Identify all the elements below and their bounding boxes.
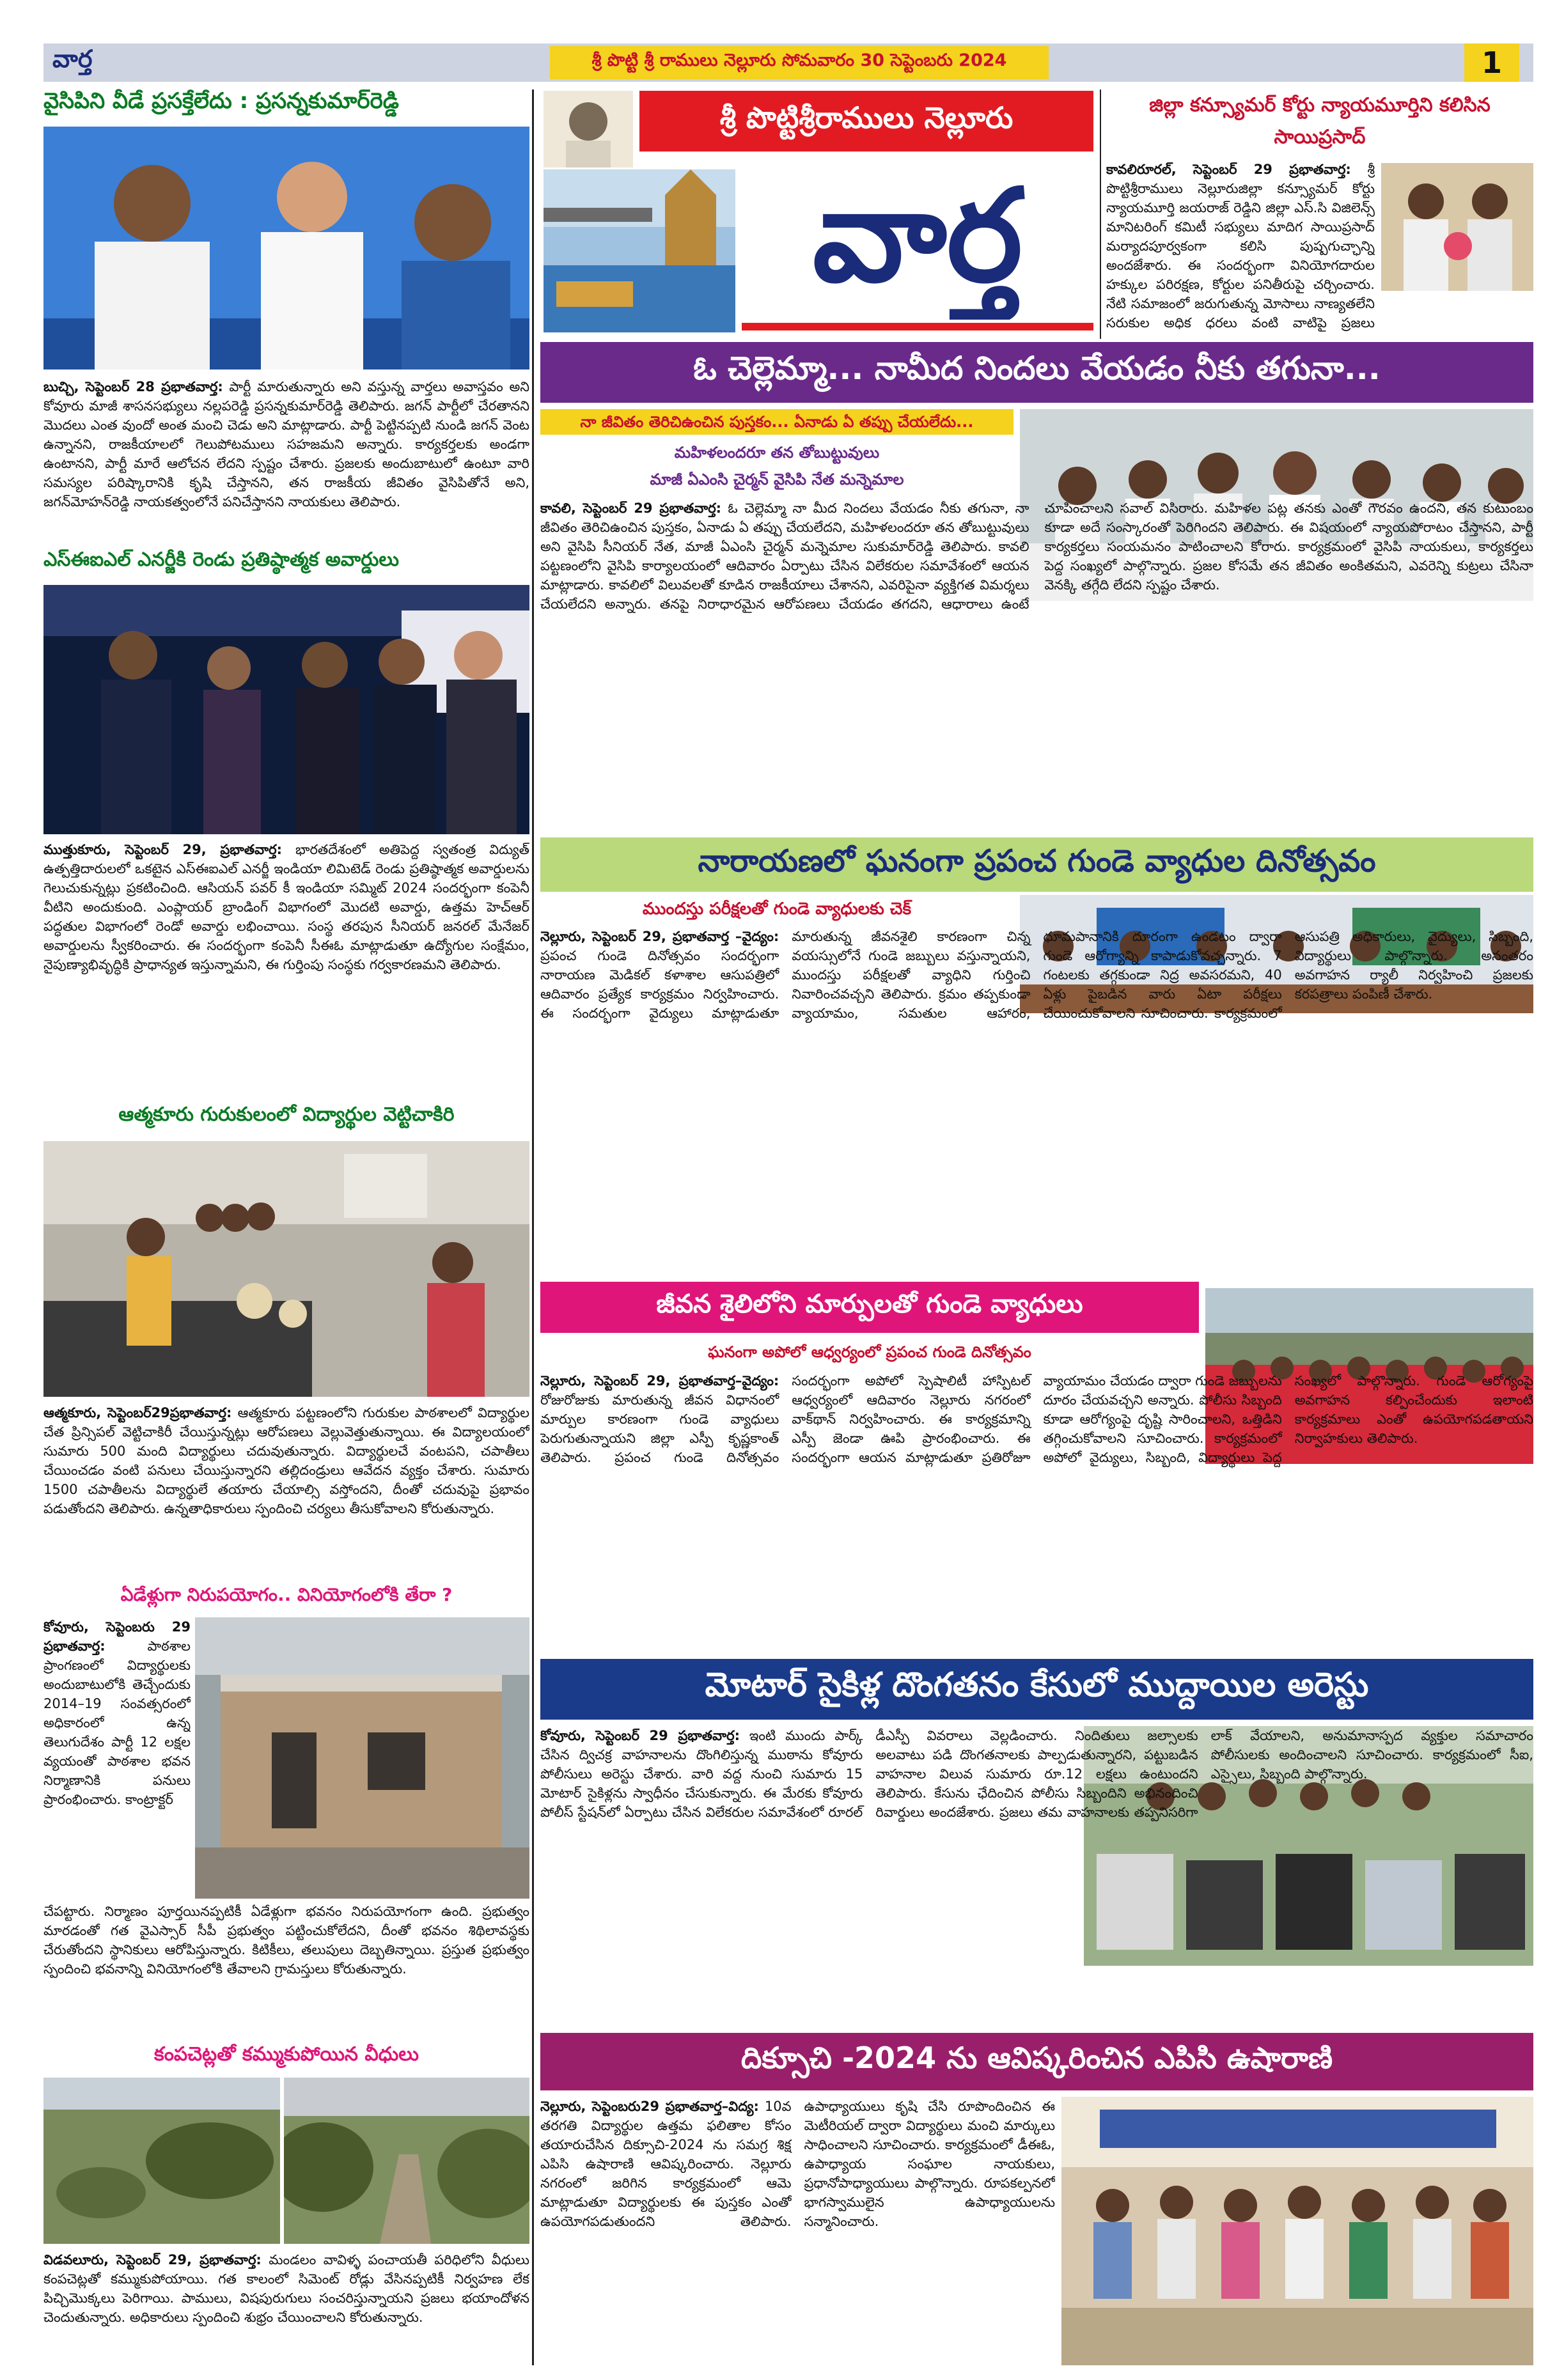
story6-text: శ్రీ పొట్టిశ్రీరాములు నెల్లూరుజిల్లా కన్స్యూమర్ కోర్టు న్యాయమూర్తి జయరాజ్ రెడ్డిని జిల్లా ఎస్.సి విజిలెన్స్ మానిటరింగ్ కమిటీ సభ్యులు మాదిగ సాయిప్రసాద్ మర్యాదపూర్వకంగా కలిసి పుష్పగుచ్ఛాన్ని అందజేశారు. ఈ సందర్భంగా వినియోగదారుల హక్కుల పరిరక్షణ, కోర్టుల పనితీరుపై చర్చించారు. నేటి సమాజంలో జరుగుతున్న మోసాలు నాణ్యతలేని సరుకుల అధిక ధరలు వంటి వాటిపై ప్రజలు: [1106, 162, 1375, 331]
story7-text: ఓ చెల్లెమ్మా నా మీద నిందలు వేయడం నీకు తగునా, నా జీవితం తెరిచిఉంచిన పుస్తకం, ఏనాడు ఏ తప్పు చేయలేదని, మహిళలందరూ తన తోబుట్టువులు అని వైసిపి సీనియర్ నేత, మాజీ ఏఎంసి చైర్మన్ మన్నెమాల సుకుమార్‌రెడ్డి తెలిపారు. కావలి పట్టణంలోని వైసిపి కార్యాలయంలో ఆదివారం ఏర్పాటు చేసిన విలేకరుల సమావేశంలో ఆయన మాట్లాడారు. కావలిలో విలువలతో కూడిన రాజకీయాలు చేశానని, ఎవరిపైనా వ్యక్తిగత విమర్శలు చేయలేదని అన్నారు. తనపై నిరాధారమైన ఆరోపణలు చేయడం తగదని, ఆధారాలు ఉంటే చూపించాలని సవాల్ విసిరారు. మహిళల పట్ల తనకు ఎంతో గౌరవం ఉందని, తన కుటుంబం కూడా అదే సంస్కారంతో పెరిగిందని తెలిపారు. ఈ విషయంలో న్యాయపోరాటం చేస్తానని, పార్టీ కార్యకర్తలు సంయమనం పాటించాలని కోరారు. కార్యక్రమంలో వైసిపి నాయకులు, కార్యకర్తలు పెద్ద సంఖ్యలో పాల్గొన్నారు. ప్రజల కోసమే తన జీవితం అంకితమని, ఎవరెన్ని కుట్రలు చేసినా వెనక్కి తగ్గేది లేదని స్పష్టం చేశారు.: [540, 501, 1533, 612]
story4-headline: ఏడేళ్లుగా నిరుపయోగం.. వినియోగంలోకి తేరా ?: [120, 1584, 453, 1605]
masthead-date-strip: శ్రీ పొట్టి శ్రీ రాములు నెల్లూరు సోమవారం 30 సెప్టెంబరు 2024: [550, 46, 1049, 79]
story8-body: [540, 927, 1533, 1272]
masthead-small-label: వార్త: [52, 45, 93, 73]
story10-text: ఇంటి ముందు పార్క్ చేసిన ద్విచక్ర వాహనాలను దొంగిలిస్తున్న ముఠాను కోవూరు పోలీసులు అరెస్టు చేశారు. వారి వద్ద నుంచి సుమారు 15 మోటార్ సైకిళ్లను స్వాధీనం చేసుకున్నారు. ఈ మేరకు కోవూరు పోలీస్ స్టేషన్‌లో ఏర్పాటు చేసిన విలేకరుల సమావేశంలో రూరల్ డీఎస్పీ వివరాలు వెల్లడించారు. నిందితులు జల్సాలకు అలవాటు పడి దొంగతనాలకు పాల్పడుతున్నారని, పట్టుబడిన వాహనాల విలువ సుమారు రూ.12 లక్షలు ఉంటుందని తెలిపారు. కేసును ఛేదించిన పోలీసు సిబ్బందిని అభినందించి రివార్డులు అందజేశారు. ప్రజలు తమ వాహనాలకు తప్పనిసరిగా లాక్ వేయాలని, అనుమానాస్పద వ్యక్తుల సమాచారం పోలీసులకు అందించాలని సూచించారు. కార్యక్రమంలో సీఐ, ఎస్సైలు, సిబ్బంది పాల్గొన్నారు.: [540, 1728, 1533, 1820]
story11-dateline: నెల్లూరు, సెప్టెంబరు29 ప్రభాతవార్త–విద్య:: [540, 2099, 759, 2114]
story7-banner: [540, 342, 1533, 403]
story5-headline: కంపచెట్లతో కమ్ముకుపోయిన వీధులు: [154, 2043, 419, 2065]
story6-headline: జిల్లా కన్స్యూమర్ కోర్టు న్యాయమూర్తిని కలిసిన సాయిప్రసాద్: [1149, 94, 1490, 148]
page-number: 1: [1464, 43, 1519, 82]
story3-body: [43, 1403, 529, 1576]
story2-dateline: ముత్తుకూరు, సెప్టెంబర్ 29, ప్రభాతవార్త:: [43, 842, 282, 857]
story7-body: [540, 499, 1533, 831]
masthead-logo: వార్త: [812, 162, 1023, 311]
story11-photo: [1061, 2097, 1533, 2365]
story11-banner: [540, 2033, 1533, 2090]
story7-kicker3: మాజీ ఏఎంసి చైర్మన్ వైసిపి నేత మన్నెమాల: [650, 471, 904, 488]
story1-dateline: బుచ్చి, సెప్టెంబర్ 28 ప్రభాతవార్త:: [43, 379, 223, 394]
story8-kicker: ముందస్తు పరీక్షలతో గుండె వ్యాధులకు చెక్: [642, 899, 912, 919]
story9-headline: జీవన శైలిలోని మార్పులతో గుండె వ్యాధులు: [656, 1289, 1083, 1319]
story4-bottom-body: చేపట్టారు. నిర్మాణం పూర్తయినప్పటికీ ఏడేళ్లుగా భవనం నిరుపయోగంగా ఉంది. ప్రభుత్వం మారడంతో గత వైఎస్సార్ సీపీ ప్రభుత్వం పట్టించుకోలేదని, దీంతో భవనం శిథిలావస్థకు చేరుతోందని స్థానికులు ఆరోపిస్తున్నారు. కిటికీలు, తలుపులు దెబ్బతిన్నాయి. ప్రస్తుత ప్రభుత్వం స్పందించి భవనాన్ని వినియోగంలోకి తేవాలని గ్రామస్తులు కోరుతున్నారు.: [43, 1904, 529, 1977]
story5-text: మండలం వావిళ్ళ పంచాయతీ పరిధిలోని వీధులు కంపచెట్లతో కమ్ముకుపోయాయి. గత కాలంలో సిమెంట్ రోడ్లు వేసినప్పటికీ నిర్వహణ లేక పిచ్చిమొక్కలు పెరిగాయి. పాములు, విషపురుగులు సంచరిస్తున్నాయని ప్రజలు భయాందోళన చెందుతున్నారు. అధికారులు స్పందించి శుభ్రం చేయించాలని కోరుతున్నారు.: [43, 2252, 529, 2325]
story7-kicker2: మహిళలందరూ తన తోబుట్టువులు: [674, 444, 880, 462]
story5-dateline: విడవలూరు, సెప్టెంబర్ 29, ప్రభాతవార్త:: [43, 2252, 262, 2267]
story4-dateline: కోవూరు, సెప్టెంబరు 29 ప్రభాతవార్త:: [43, 1619, 191, 1654]
story7-dateline: కావలి, సెప్టెంబర్ 29 ప్రభాతవార్త:: [540, 501, 722, 516]
story4-side-body: పాఠశాల ప్రాంగణంలో విద్యార్థులకు అందుబాటులోకి తెచ్చేందుకు 2014–19 సంవత్సరంలో అధికారంలో ఉన్న తెలుగుదేశం పార్టీ 12 లక్షల వ్యయంతో పాఠశాల భవన నిర్మాణానికి పనులు ప్రారంభించారు. కాంట్రాక్టర్: [43, 1638, 191, 1807]
story10-headline: మోటార్ సైకిళ్ల దొంగతనం కేసులో ముద్దాయిల అరెస్టు: [705, 1666, 1369, 1704]
story9-banner: [540, 1282, 1199, 1333]
story9-text: రోజురోజుకు మారుతున్న జీవన విధానంలో మార్పుల కారణంగా గుండె వ్యాధులు పెరుగుతున్నాయని జిల్లా ఎస్పీ కృష్ణకాంత్ తెలిపారు. ప్రపంచ గుండె దినోత్సవం సందర్భంగా అపోలో స్పెషాలిటీ హాస్పిటల్ ఆధ్వర్యంలో ఆదివారం నెల్లూరు నగరంలో వాక్‌థాన్ నిర్వహించారు. ఈ కార్యక్రమాన్ని ఎస్పీ జెండా ఊపి ప్రారంభించారు. ఈ సందర్భంగా ఆయన మాట్లాడుతూ ప్రతిరోజూ వ్యాయామం చేయడం ద్వారా గుండె జబ్బులను దూరం చేయవచ్చని అన్నారు. పోలీసు సిబ్బంది కూడా ఆరోగ్యంపై దృష్టి సారించాలని, ఒత్తిడిని తగ్గించుకోవాలని సూచించారు. కార్యక్రమంలో అపోలో వైద్యులు, సిబ్బంది, విద్యార్థులు పెద్ద సంఖ్యలో పాల్గొన్నారు. గుండె ఆరోగ్యంపై అవగాహన కల్పించేందుకు ఇలాంటి కార్యక్రమాలు ఎంతో ఉపయోగపడతాయని నిర్వాహకులు తెలిపారు.: [540, 1373, 1533, 1465]
story2-headline: ఎస్‌ఈఐఎల్ ఎనర్జీకి రెండు ప్రతిష్ఠాత్మక అవార్డులు: [43, 548, 400, 571]
story3-dateline: ఆత్మకూరు, సెప్టెంబర్29ప్రభాతవార్త:: [43, 1405, 232, 1420]
story3-photo: [43, 1141, 529, 1397]
masthead-district-banner: శ్రీ పొట్టిశ్రీరాములు నెల్లూరు: [639, 91, 1093, 152]
story5-photo-left: [43, 2078, 280, 2244]
story6-dateline: కావలిరూరల్, సెప్టెంబర్ 29 ప్రభాతవార్త:: [1106, 162, 1351, 177]
story6-photo: [1381, 163, 1533, 291]
story9-dateline: నెల్లూరు, సెప్టెంబర్ 29, ప్రభాతవార్త–వైద్యం:: [540, 1373, 779, 1388]
story4-photo: [195, 1617, 529, 1899]
story8-headline: నారాయణలో ఘనంగా ప్రపంచ గుండె వ్యాధుల దినోత్సవం: [698, 843, 1376, 879]
story11-text: 10వ తరగతి విద్యార్థుల ఉత్తమ ఫలితాల కోసం తయారుచేసిన దిక్సూచి-2024 ను సమగ్ర శిక్ష ఎపిసి ఉషారాణి ఆవిష్కరించారు. నెల్లూరు నగరంలో జరిగిన కార్యక్రమంలో ఆమె మాట్లాడుతూ విద్యార్థులకు ఈ పుస్తకం ఎంతో ఉపయోగపడుతుందని తెలిపారు. ఉపాధ్యాయులు కృషి చేసి రూపొందించిన ఈ మెటీరియల్ ద్వారా విద్యార్థులు మంచి మార్కులు సాధించాలని సూచించారు. కార్యక్రమంలో డీఈఓ, ఉపాధ్యాయ సంఘాల నాయకులు, ప్రధానోపాధ్యాయులు పాల్గొన్నారు. రూపకల్పనలో భాగస్వాములైన ఉపాధ్యాయులను సన్మానించారు.: [540, 2099, 1055, 2229]
story9-kicker: ఘనంగా అపోలో ఆధ్వర్యంలో ప్రపంచ గుండె దినోత్సవం: [708, 1343, 1031, 1361]
story6-body: [1106, 160, 1375, 332]
story7-kicker1: నా జీవితం తెరిచిఉంచిన పుస్తకం... ఏనాడు ఏ తప్పు చేయలేదు...: [540, 409, 1013, 435]
masthead-collage: [544, 169, 735, 332]
story4-side-text: [43, 1617, 191, 1899]
story3-text: ఆత్మకూరు పట్టణంలోని గురుకుల పాఠశాలలో విద్యార్థుల చేత ప్రిన్సిపల్ వెట్టిచాకిరీ చేయిస్తున్నట్లు ఆరోపణలు వెల్లువెత్తుతున్నాయి. ఈ విద్యాలయంలో సుమారు 500 మంది విద్యార్థులు చదువుతున్నారు. విద్యార్థులచే వంటపని, చపాతీలు చేయించడం వంటి పనులు చేయిస్తున్నారని తల్లిదండ్రులు ఆవేదన వ్యక్తం చేశారు. సుమారు 1500 చపాతీలను విద్యార్థులే తయారు చేయాల్సి వస్తోందని, దీంతో చదువుపై ప్రభావం పడుతోందని తెలిపారు. ఉన్నతాధికారులు స్పందించి చర్యలు తీసుకోవాలని కోరుతున్నారు.: [43, 1405, 529, 1516]
story1-body: [43, 377, 529, 531]
story1-text: పార్టీ మారుతున్నారు అని వస్తున్న వార్తలు అవాస్తవం అని కోవూరు మాజీ శాసనసభ్యులు నల్లపరెడ్డి ప్రసన్నకుమార్‌రెడ్డి తెలిపారు. జగన్ పార్టీలో చేరతానని మొదలు ఎంత వుందో అంత మంచి చెడు అని మాట్లాడారు. పార్టీ పెట్టినప్పటి నుండి జగన్‌ వెంట ఉన్నానని, రాజకీయాలలో గెలుపోటములు సహజమని అన్నారు. కార్యకర్తలకు అండగా ఉంటానని, పార్టీ మారే ఆలోచన లేదని స్పష్టం చేశారు. ప్రజలకు అందుబాటులో ఉంటూ వారి సమస్యల పరిష్కారానికి కృషి చేస్తానని, తన రాజకీయ జీవితం వైసిపితోనే అని, జగన్‌మోహన్‌రెడ్డి నాయకత్వంలోనే పనిచేస్తానని నాయకులు తెలిపారు.: [43, 379, 529, 509]
story10-body: [540, 1726, 1533, 2026]
story7-headline: ఓ చెల్లెమ్మా... నామీద నిందలు వేయడం నీకు తగునా...: [693, 350, 1381, 387]
story2-photo: [43, 585, 529, 834]
story5-photo-right: [284, 2078, 529, 2244]
story9-body: [540, 1371, 1533, 1649]
story10-banner: [540, 1659, 1533, 1720]
story10-dateline: కోవూరు, సెప్టెంబర్ 29 ప్రభాతవార్త:: [540, 1728, 740, 1743]
story11-headline: దిక్సూచి -2024 ను ఆవిష్కరించిన ఎపిసి ఉషారాణి: [740, 2041, 1333, 2075]
column-rule-top-right: [1100, 89, 1101, 339]
story8-dateline: నెల్లూరు, సెప్టెంబర్ 29, ప్రభాతవార్త –వైద్యం:: [540, 929, 779, 944]
story4-body: [43, 1902, 529, 2036]
story2-body: [43, 840, 529, 1089]
story8-text: ప్రపంచ గుండె దినోత్సవం సందర్భంగా నారాయణ మెడికల్ కళాశాల ఆసుపత్రిలో ఆదివారం ప్రత్యేక కార్యక్రమం నిర్వహించారు. ఈ సందర్భంగా వైద్యులు మాట్లాడుతూ మారుతున్న జీవనశైలి కారణంగా చిన్న వయస్సులోనే గుండె జబ్బులు వస్తున్నాయని, ముందస్తు పరీక్షలతో వ్యాధిని గుర్తించి నివారించవచ్చని తెలిపారు. క్రమం తప్పకుండా వ్యాయామం, సమతుల ఆహారం, ధూమపానానికి దూరంగా ఉండటం ద్వారా గుండె ఆరోగ్యాన్ని కాపాడుకోవచ్చన్నారు. 7 గంటలకు తగ్గకుండా నిద్ర అవసరమని, 40 ఏళ్లు పైబడిన వారు ఏటా పరీక్షలు చేయించుకోవాలని సూచించారు. కార్యక్రమంలో ఆసుపత్రి అధికారులు, వైద్యులు, సిబ్బంది, విద్యార్థులు పాల్గొన్నారు. అనంతరం అవగాహన ర్యాలీ నిర్వహించి ప్రజలకు కరపత్రాలు పంపిణీ చేశారు.: [540, 929, 1533, 1021]
story5-body: [43, 2250, 529, 2365]
masthead-portrait: [544, 91, 633, 167]
story11-body: [540, 2097, 1055, 2365]
story1-photo: [43, 127, 529, 369]
story3-headline: ఆత్మకూరు గురుకులంలో విద్యార్థుల వెట్టిచాకిరి: [118, 1103, 455, 1126]
story8-banner: [540, 837, 1533, 892]
story1-headline: వైసిపిని వీడే ప్రసక్తేలేదు : ప్రసన్నకుమార్‌రెడ్డి: [43, 88, 399, 114]
column-rule-left: [532, 89, 534, 2365]
story2-text: భారతదేశంలో అతిపెద్ద స్వతంత్ర విద్యుత్ ఉత్పత్తిదారులలో ఒకటైన ఎస్‌ఈఐఎల్ ఎనర్జీ ఇండియా లిమిటెడ్ రెండు ప్రతిష్ఠాత్మక అవార్డులను గెలుచుకున్నట్లు ప్రకటించింది. ఆసియన్ పవర్ కీ ఇండియా సమ్మిట్ 2024 సందర్భంగా కంపెనీ వీటిని అందుకుంది. ఎంప్లాయర్ బ్రాండింగ్ విభాగంలో మొదటి అవార్డు, ఉత్తమ హెచ్‌ఆర్ పద్ధతుల విభాగంలో రెండో అవార్డు లభించాయి. సంస్థ తరపున సీనియర్ జనరల్ మేనేజర్ అవార్డులను స్వీకరించారు. ఈ సందర్భంగా కంపెనీ సీఈఓ మాట్లాడుతూ ఉద్యోగుల సంక్షేమం, నైపుణ్యాభివృద్ధికి ప్రాధాన్యత ఇస్తున్నామని, ఈ గుర్తింపు సంస్థకు గర్వకారణమని తెలిపారు.: [43, 842, 529, 972]
masthead-logo-underline: [742, 323, 1093, 331]
